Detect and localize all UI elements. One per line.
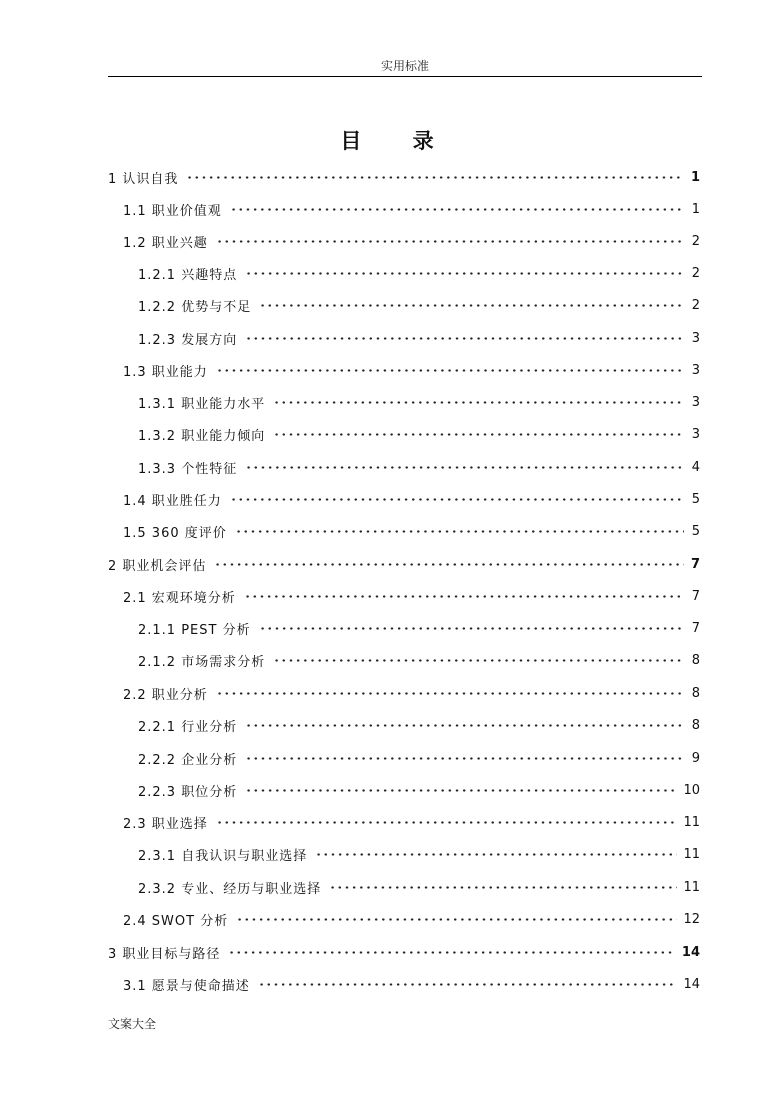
toc-entry-label: 1.2.1 兴趣特点 (138, 267, 238, 283)
toc-entry-label: 1.4 职业胜任力 (123, 493, 222, 509)
toc-entry-page: 7 (691, 588, 700, 604)
dot-leader (228, 951, 676, 954)
toc-entry-page: 9 (691, 750, 700, 766)
dot-leader (186, 176, 684, 179)
toc-entry-page: 4 (691, 459, 700, 475)
toc-entry[interactable] (138, 713, 700, 737)
dot-leader (273, 659, 684, 662)
toc-entry[interactable] (123, 229, 700, 253)
toc-entry-label: 2.3 职业选择 (123, 816, 208, 832)
toc-entry-label: 2.1.2 市场需求分析 (138, 654, 266, 670)
toc-entry-label: 2.2.3 职位分析 (138, 784, 238, 800)
toc-entry-page: 1 (691, 201, 700, 217)
toc-entry[interactable] (138, 842, 700, 866)
toc-entry-page: 7 (690, 556, 700, 572)
toc-entry-label: 2.3.2 专业、经历与职业选择 (138, 881, 322, 897)
toc-entry-page: 11 (683, 879, 700, 895)
header-divider (108, 76, 702, 77)
toc-entry[interactable] (138, 746, 700, 770)
toc-entry-page: 5 (691, 491, 700, 507)
toc-entry-label: 1.3.3 个性特征 (138, 461, 238, 477)
dot-leader (230, 498, 684, 501)
dot-leader (245, 337, 684, 340)
toc-entry[interactable] (138, 390, 700, 414)
toc-entry[interactable] (138, 422, 700, 446)
toc-entry-page: 3 (691, 426, 700, 442)
dot-leader (273, 401, 684, 404)
toc-entry-label: 2.1.1 PEST 分析 (138, 622, 251, 638)
dot-leader (230, 208, 684, 211)
toc-entry-page: 14 (683, 976, 700, 992)
toc-entry[interactable] (138, 778, 700, 802)
toc-entry-page: 12 (683, 911, 700, 927)
toc-entry[interactable] (138, 261, 700, 285)
toc-entry[interactable] (123, 810, 700, 834)
toc-entry-label: 1 认识自我 (108, 171, 179, 187)
toc-entry[interactable] (138, 455, 700, 479)
toc-entry[interactable] (138, 616, 700, 640)
toc-entry-label: 1.1 职业价值观 (123, 203, 222, 219)
toc-entry-label: 1.5 360 度评价 (123, 525, 227, 541)
toc-entry[interactable] (123, 907, 700, 931)
toc-entry-label: 1.2.2 优势与不足 (138, 299, 252, 315)
toc-entry[interactable] (108, 165, 700, 189)
toc-entry-page: 3 (691, 362, 700, 378)
toc-entry[interactable] (123, 681, 700, 705)
toc-entry[interactable] (138, 648, 700, 672)
dot-leader (245, 272, 684, 275)
page-header: 实用标准 (380, 59, 429, 73)
toc-entry-page: 8 (691, 717, 700, 733)
dot-leader (259, 627, 684, 630)
dot-leader (216, 692, 684, 695)
dot-leader (235, 530, 684, 533)
toc-entry-page: 8 (691, 652, 700, 668)
toc-entry[interactable] (108, 940, 700, 964)
toc-title: 目 录 (340, 129, 456, 153)
toc-entry-label: 2.2 职业分析 (123, 687, 208, 703)
toc-entry-label: 2.1 宏观环境分析 (123, 590, 236, 606)
toc-entry-page: 1 (690, 169, 700, 185)
toc-entry-label: 1.3.1 职业能力水平 (138, 396, 266, 412)
toc-entry-page: 3 (691, 330, 700, 346)
dot-leader (214, 563, 684, 566)
toc-entry-label: 2 职业机会评估 (108, 558, 207, 574)
toc-entry-page: 11 (683, 846, 700, 862)
dot-leader (329, 886, 677, 889)
toc-entry-label: 2.4 SWOT 分析 (123, 913, 229, 929)
dot-leader (245, 724, 684, 727)
dot-leader (258, 983, 678, 986)
toc-entry-page: 7 (691, 620, 700, 636)
dot-leader (245, 789, 677, 792)
dot-leader (216, 240, 684, 243)
toc-entry[interactable] (138, 293, 700, 317)
dot-leader (236, 918, 677, 921)
toc-entry[interactable] (138, 875, 700, 899)
toc-entry-label: 3 职业目标与路径 (108, 946, 221, 962)
dot-leader (216, 369, 684, 372)
toc-entry-label: 1.2.3 发展方向 (138, 332, 238, 348)
dot-leader (245, 466, 684, 469)
toc-entry[interactable] (123, 584, 700, 608)
toc-entry[interactable] (123, 972, 700, 996)
toc-entry-page: 8 (691, 685, 700, 701)
dot-leader (259, 304, 684, 307)
toc-entry[interactable] (123, 197, 700, 221)
toc-entry[interactable] (123, 358, 700, 382)
dot-leader (244, 595, 684, 598)
page-footer: 文案大全 (108, 1017, 157, 1031)
dot-leader (216, 821, 678, 824)
toc-entry-label: 2.2.2 企业分析 (138, 752, 238, 768)
dot-leader (245, 757, 684, 760)
toc-entry[interactable] (138, 326, 700, 350)
toc-entry-page: 2 (691, 233, 700, 249)
toc-entry-page: 2 (691, 265, 700, 281)
toc-entry-label: 3.1 愿景与使命描述 (123, 978, 250, 994)
toc-entry-label: 1.3 职业能力 (123, 364, 208, 380)
dot-leader (315, 853, 677, 856)
toc-entry-label: 1.3.2 职业能力倾向 (138, 428, 266, 444)
toc-entry-label: 2.2.1 行业分析 (138, 719, 238, 735)
dot-leader (273, 433, 684, 436)
toc-entry-page: 14 (681, 944, 700, 960)
toc-entry[interactable] (108, 552, 700, 576)
toc-entry-label: 1.2 职业兴趣 (123, 235, 208, 251)
toc-entry-page: 2 (691, 297, 700, 313)
toc-entry[interactable] (123, 487, 700, 511)
toc-entry[interactable] (123, 519, 700, 543)
toc-entry-label: 2.3.1 自我认识与职业选择 (138, 848, 308, 864)
toc-entry-page: 5 (691, 523, 700, 539)
toc-entry-page: 3 (691, 394, 700, 410)
toc-entry-page: 10 (683, 782, 700, 798)
toc-entry-page: 11 (683, 814, 700, 830)
